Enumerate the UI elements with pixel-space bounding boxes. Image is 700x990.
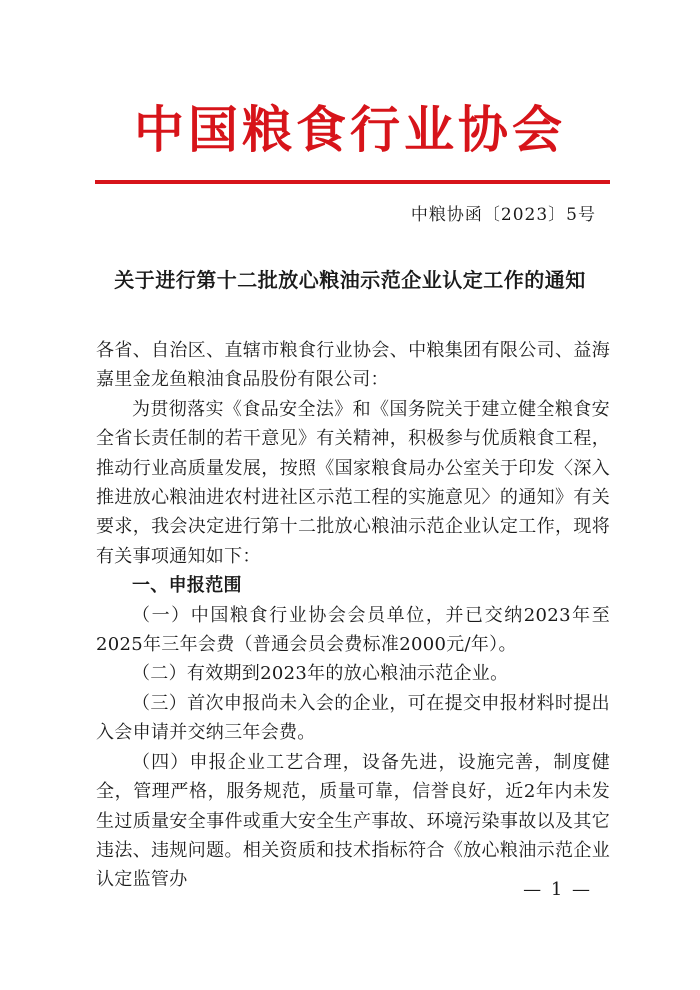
scope-item-3: （三）首次申报尚未入会的企业，可在提交申报材料时提出入会申请并交纳三年会费。 xyxy=(96,692,610,744)
scope-item-4: （四）申报企业工艺合理，设备先进，设施完善，制度健全，管理严格，服务规范，质量可靠，信誉良好，近2年内未发生过质量安全事件或重大安全生产事故、环境污染事故以及其它违法、违规问题。相关资质和技术指标符合《放心粮油示范企业认定监管办 xyxy=(96,751,610,891)
intro-paragraph: 为贯彻落实《食品安全法》和《国务院关于建立健全粮食安全省长责任制的若干意见》有关精神，积极参与优质粮食工程，推动行业高质量发展，按照《国家粮食局办公室关于印发〈深入推进放心粮油进农村进社区示范工程的实施意见〉的通知》有关要求，我会决定进行第十二批放心粮油示范企业认定工作，现将有关事项通知如下： xyxy=(96,398,610,567)
page-number: — 1 — xyxy=(523,879,592,900)
scope-item-2: （二）有效期到2023年的放心粮油示范企业。 xyxy=(132,663,509,685)
letterhead-red-rule xyxy=(95,180,610,184)
document-body xyxy=(96,336,610,895)
scope-item-1: （一）中国粮食行业协会会员单位，并已交纳2023年至2025年三年会费（普通会员会费标准2000元/年）。 xyxy=(96,604,610,656)
section-heading: 一、申报范围 xyxy=(132,575,242,597)
letterhead-org-name: 中国粮食行业协会 xyxy=(134,100,566,159)
salutation: 各省、自治区、直辖市粮食行业协会、中粮集团有限公司、益海嘉里金龙鱼粮油食品股份有限公司： xyxy=(96,340,610,391)
document-number: 中粮协函〔2023〕5号 xyxy=(410,205,596,225)
document-title: 关于进行第十二批放心粮油示范企业认定工作的通知 xyxy=(114,268,586,292)
